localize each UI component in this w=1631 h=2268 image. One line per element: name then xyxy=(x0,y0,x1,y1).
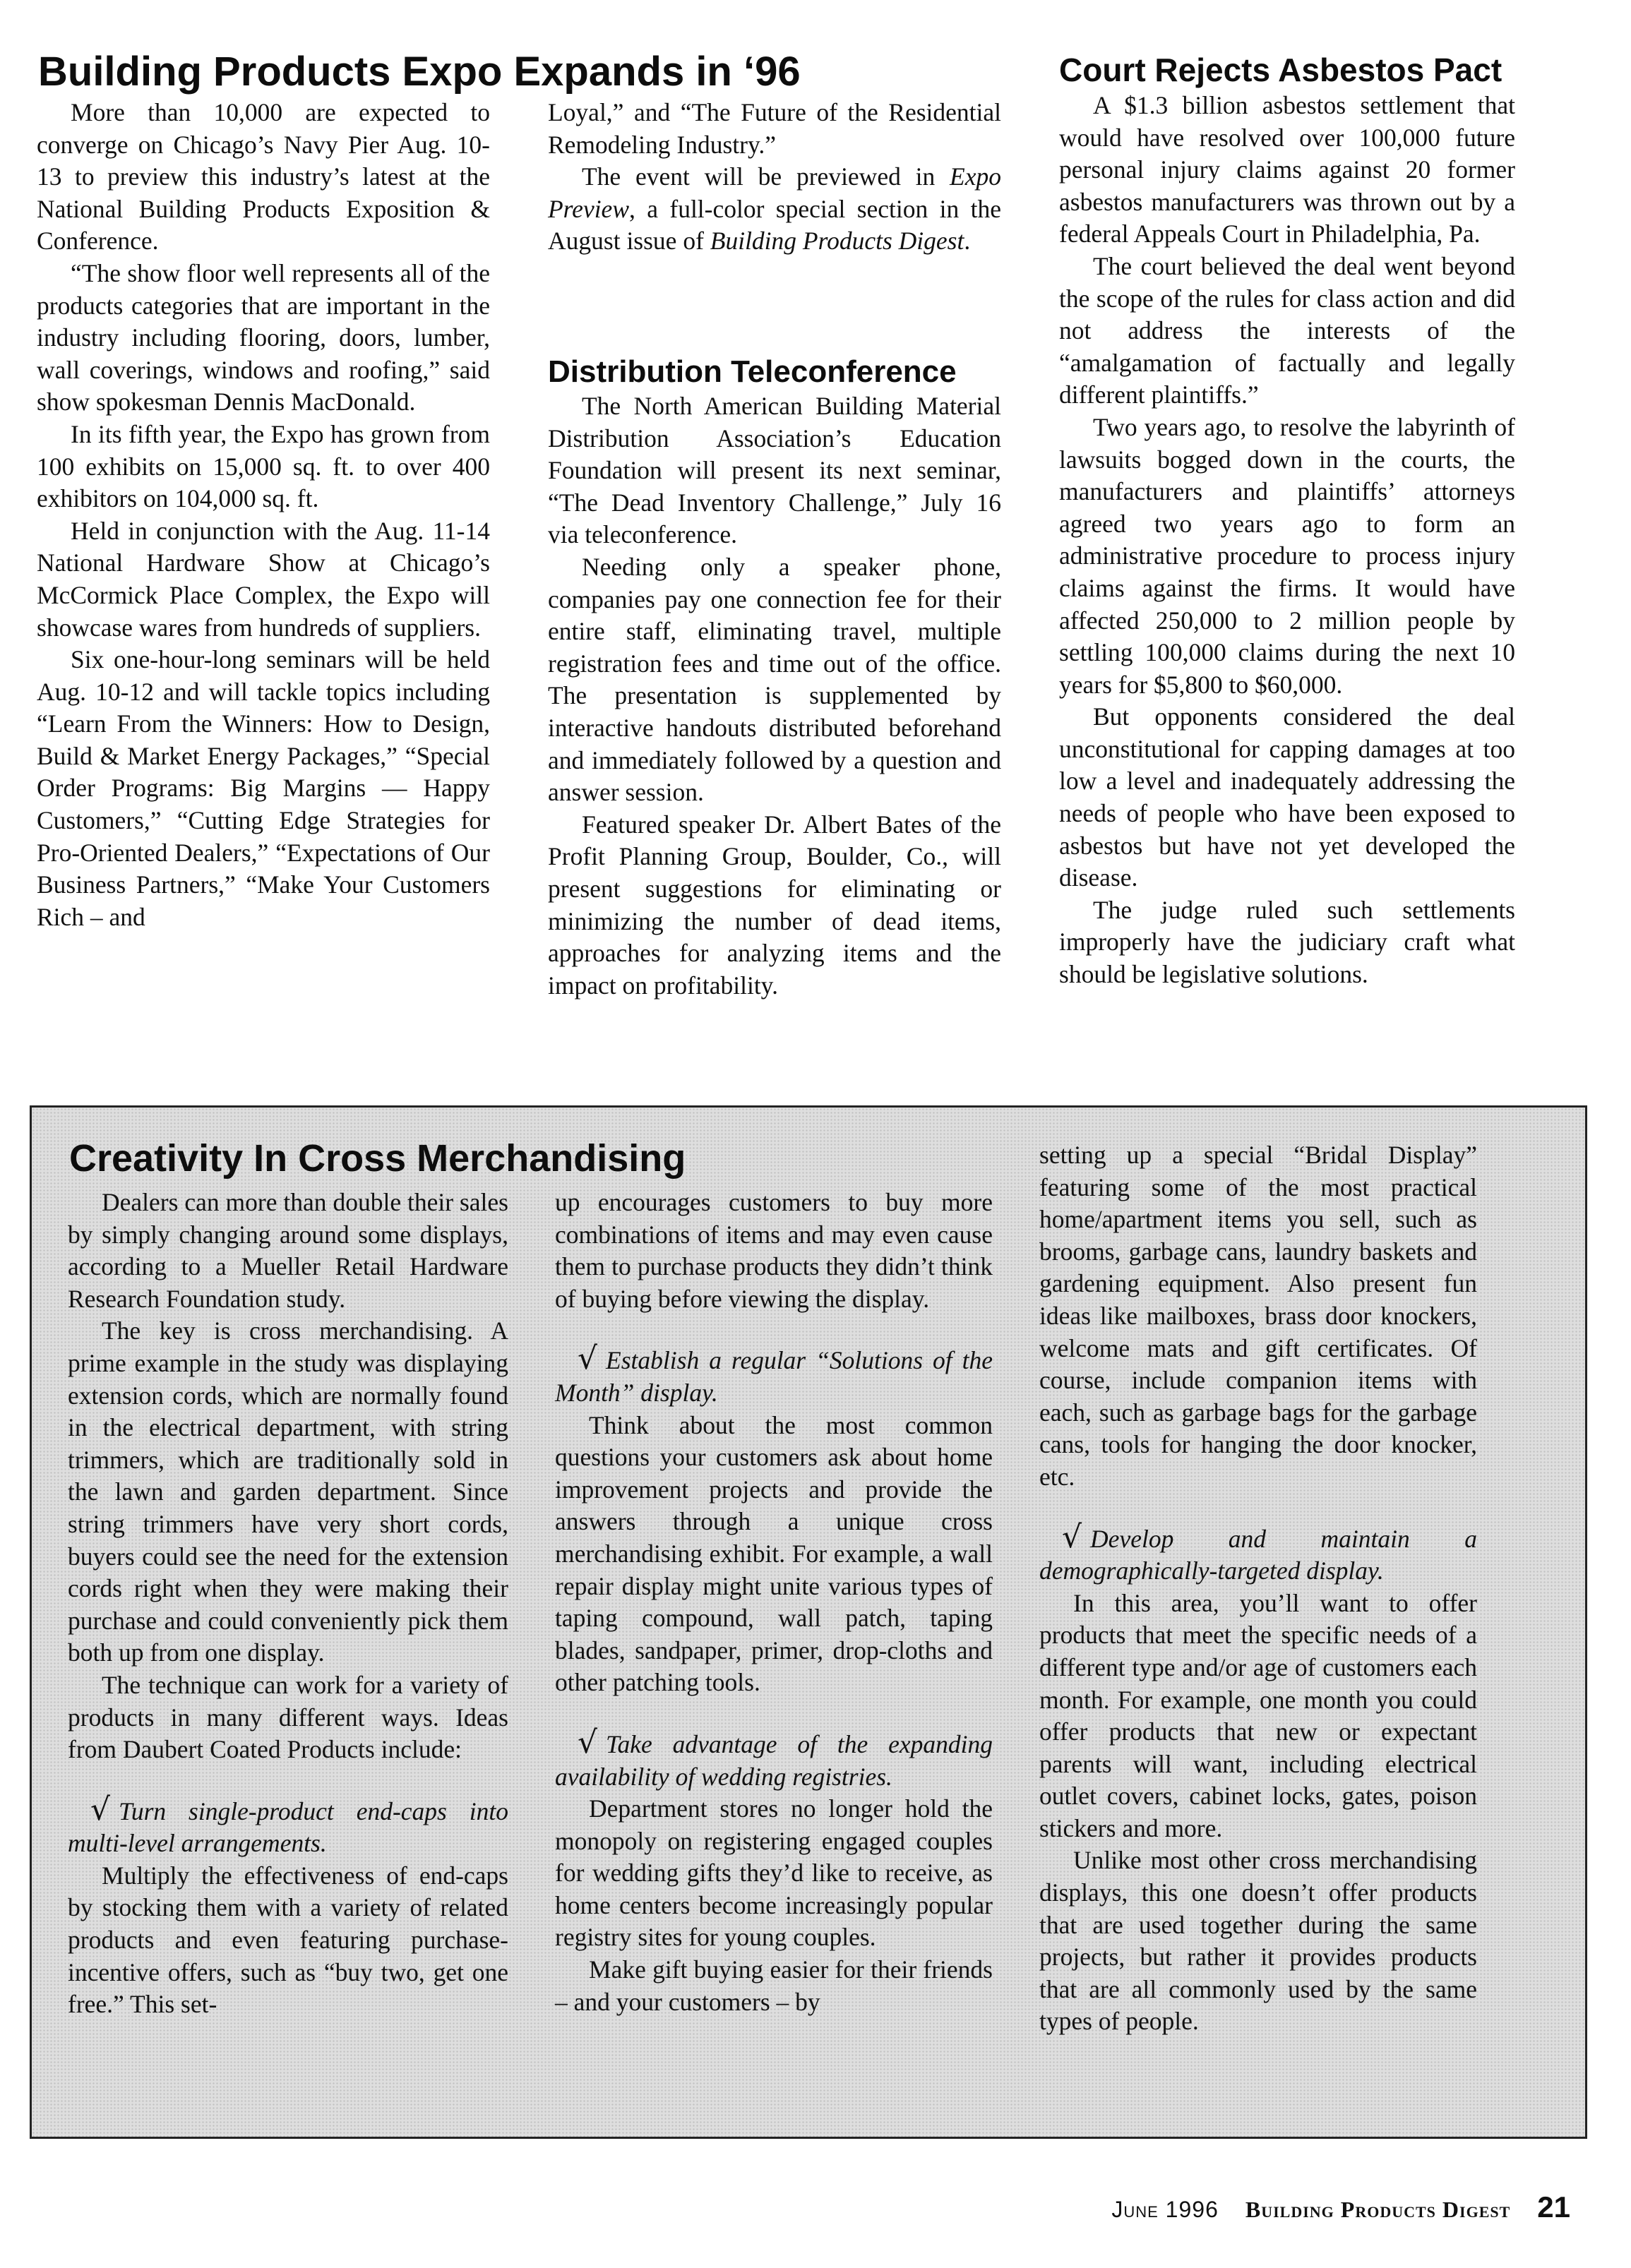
expo-headline: Building Products Expo Expands in ‘96 xyxy=(38,49,801,95)
cross-paragraph: Department stores no longer hold the monopoly on registering engaged couples for wedding gifts they’d like to receive, as home centers become increasingly popular registry sites for young couples. xyxy=(555,1794,993,1952)
cross-paragraph: Think about the most common questions your customers ask about home improvement projects and provide the answers through a unique cross merchandising exhibit. For example, a wall repair display might unite various types of taping compound, wall patch, taping blades, sandpaper, primer, drop-cloths and other patching tools. xyxy=(555,1410,993,1697)
preview-text: The event will be previewed in xyxy=(582,162,950,191)
checkmark-icon: √ xyxy=(578,1724,598,1760)
cross-paragraph: In this area, you’ll want to offer products that meet the specific needs of a different type and/or age of customers each month. For example, one month you could offer products that new or expectant parents will want, including electrical outlet covers, cabinet locks, gates, poison stickers and more. xyxy=(1039,1588,1477,1842)
asbestos-paragraph: The judge ruled such settlements improperly have the judiciary craft what should be legislative solutions. xyxy=(1059,895,1515,989)
cross-tip xyxy=(68,1791,508,1860)
cross-paragraph: up encourages customers to buy more combinations of items and may even cause them to purchase products they didn’t think of buying before viewing the display. xyxy=(555,1188,993,1313)
tip-text: Develop and maintain a demographically-targeted display. xyxy=(1039,1524,1477,1585)
expo-paragraph: In its fifth year, the Expo has grown from 100 exhibits on 15,000 sq. ft. to over 400 exhibitors on 104,000 sq. ft. xyxy=(37,419,490,513)
cross-paragraph: The technique can work for a variety of products in many different ways. Ideas from Daubert Coated Products include: xyxy=(68,1670,508,1764)
checkmark-icon: √ xyxy=(90,1791,111,1828)
cross-tip xyxy=(1039,1518,1477,1588)
asbestos-paragraph: But opponents considered the deal unconstitutional for capping damages at too low a level and inadequately addressing the needs of people who have been exposed to asbestos but have not yet developed the disease. xyxy=(1059,702,1515,892)
preview-text: , a full-color special section in the August issue of xyxy=(548,194,1001,256)
tip-text: Take advantage of the expanding availability of wedding registries. xyxy=(555,1729,993,1791)
cross-column-1 xyxy=(68,1187,508,2021)
cross-tip xyxy=(555,1340,993,1409)
expo-paragraph: Loyal,” and “The Future of the Residential Remodeling Industry.” xyxy=(548,98,1001,159)
tip-text: Turn single-product end-caps into multi-level arrangements. xyxy=(68,1796,508,1858)
cross-column-2 xyxy=(555,1187,993,2018)
page-footer xyxy=(1111,2190,1570,2224)
expo-column-1 xyxy=(37,97,490,933)
cross-headline: Creativity In Cross Merchandising xyxy=(69,1137,686,1180)
publication-title: Building Products Digest xyxy=(710,227,964,256)
preview-text: . xyxy=(964,227,971,256)
asbestos-paragraph: The court believed the deal went beyond the scope of the rules for class action and did not address the interests of the “amalgamation of factually and legally different plaintiffs.” xyxy=(1059,251,1515,409)
teleconference-paragraph: Needing only a speaker phone, companies pay one connection fee for their entire staff, eliminating travel, multiple registration fees and time out of the office. The presentation is supplemented by interactive handouts distributed beforehand and immediately followed by a question and answer session. xyxy=(548,552,1001,807)
cross-tip xyxy=(555,1724,993,1793)
teleconference-column xyxy=(548,390,1001,1002)
cross-paragraph: Unlike most other cross merchandising displays, this one doesn’t offer products that are used together during the same projects, but rather it provides products that are all commonly used by the same types of people. xyxy=(1039,1846,1477,2036)
issue-date: June 1996 xyxy=(1111,2197,1219,2222)
tip-text: Establish a regular “Solutions of the Month” display. xyxy=(555,1346,993,1407)
expo-paragraph: More than 10,000 are expected to converge on Chicago’s Navy Pier Aug. 10-13 to preview this industry’s latest at the National Building Products Exposition & Conference. xyxy=(37,98,490,256)
asbestos-paragraph: Two years ago, to resolve the labyrinth of lawsuits bogged down in the courts, the manufacturers and plaintiffs’ attorneys agreed two years ago to form an administrative procedure to process injury claims against the firms. It would have affected 250,000 to 2 million people by settling 100,000 claims during the next 10 years for $5,800 to $60,000. xyxy=(1059,412,1515,699)
expo-preview-paragraph xyxy=(548,161,1001,258)
page-number: 21 xyxy=(1537,2190,1570,2224)
checkmark-icon: √ xyxy=(1062,1518,1082,1555)
preview-title: Expo Preview xyxy=(548,162,1001,223)
teleconference-paragraph: The North American Building Material Distribution Association’s Education Foundation will present its next seminar, “The Dead Inventory Challenge,” July 16 via teleconference. xyxy=(548,392,1001,549)
asbestos-paragraph: A $1.3 billion asbestos settlement that would have resolved over 100,000 future personal injury claims against 20 former asbestos manufacturers was thrown out by a federal Appeals Court in Philadelphia, Pa. xyxy=(1059,91,1515,248)
teleconference-paragraph: Featured speaker Dr. Albert Bates of the Profit Planning Group, Boulder, Co., will present suggestions for eliminating or minimizing the number of dead items, approaches for analyzing items and the impact on profitability. xyxy=(548,810,1001,1000)
checkmark-icon: √ xyxy=(578,1340,598,1377)
expo-column-2 xyxy=(548,97,1001,258)
cross-paragraph: Dealers can more than double their sales by simply changing around some displays, according to a Mueller Retail Hardware Research Foundation study. xyxy=(68,1188,508,1313)
cross-paragraph: The key is cross merchandising. A prime example in the study was displaying extension cords, which are normally found in the electrical department, with string trimmers, which are traditionally sold in the lawn and garden department. Since string trimmers have very short cords, buyers could see the need for the extension cords right when they were making their purchase and could conveniently pick them both up from one display. xyxy=(68,1316,508,1667)
asbestos-headline: Court Rejects Asbestos Pact xyxy=(1059,52,1502,88)
asbestos-column xyxy=(1059,90,1515,991)
teleconference-headline: Distribution Teleconference xyxy=(548,354,957,389)
cross-paragraph: Make gift buying easier for their friends – and your customers – by xyxy=(555,1955,993,2016)
expo-paragraph: “The show floor well represents all of the products categories that are important in the industry including flooring, doors, lumber, wall coverings, windows and roofing,” said show spokesman Dennis MacDonald. xyxy=(37,258,490,416)
expo-paragraph: Six one-hour-long seminars will be held Aug. 10-12 and will tackle topics including “Learn From the Winners: How to Design, Build & Market Energy Packages,” “Special Order Programs: Big Margins — Happy Customers,” “Cutting Edge Strategies for Pro-Oriented Dealers,” “Expectations of Our Business Partners,” “Make Your Customers Rich – and xyxy=(37,645,490,931)
expo-paragraph: Held in conjunction with the Aug. 11-14 National Hardware Show at Chicago’s McCormick Place Complex, the Expo will showcase wares from hundreds of suppliers. xyxy=(37,516,490,642)
cross-paragraph: Multiply the effectiveness of end-caps by stocking them with a variety of related products and even featuring purchase-incentive offers, such as “buy two, get one free.” This set- xyxy=(68,1861,508,2019)
publication-name: Building Products Digest xyxy=(1245,2197,1511,2222)
cross-column-3 xyxy=(1039,1139,1477,2038)
cross-paragraph: setting up a special “Bridal Display” featuring some of the most practical home/apartment items you sell, such as brooms, garbage cans, laundry baskets and gardening equipment. Also present fun ideas like mailboxes, brass door knockers, welcome mats and gift certificates. Of course, include companion items with each, such as garbage bags for the garbage cans, tools for hanging the door knocker, etc. xyxy=(1039,1141,1477,1491)
